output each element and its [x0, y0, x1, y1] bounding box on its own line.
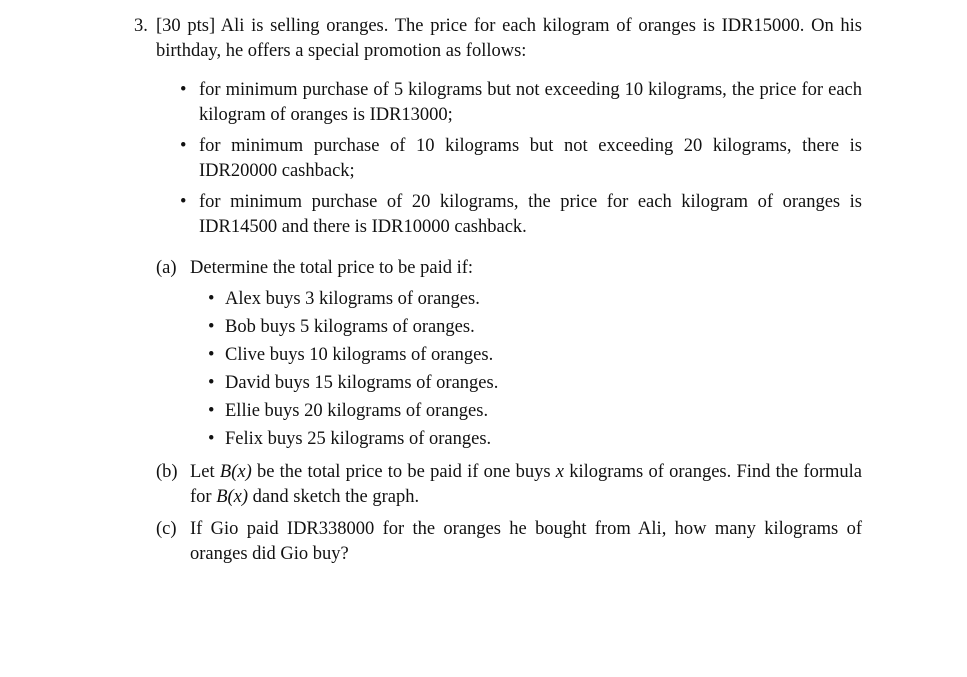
- purchase-text: Ellie buys 20 kilograms of oranges.: [225, 401, 489, 421]
- bullet-icon: •: [208, 345, 215, 365]
- purchase-text: David buys 15 kilograms of oranges.: [225, 373, 499, 393]
- part-a-text: Determine the total price to be paid if:: [190, 258, 474, 278]
- function-b-of-x: B(x): [216, 487, 249, 507]
- purchase-list: [208, 285, 862, 453]
- purchase-item: [208, 369, 862, 397]
- purchase-text: Bob buys 5 kilograms of oranges.: [225, 317, 475, 337]
- purchase-item: [208, 341, 862, 369]
- bullet-icon: •: [208, 289, 215, 309]
- promotion-text: for minimum purchase of 10 kilograms but not exceeding 20 kilograms, there is IDR20000 cashback;: [199, 136, 862, 181]
- purchase-text: Clive buys 10 kilograms of oranges.: [225, 345, 494, 365]
- bullet-icon: •: [208, 317, 215, 337]
- part-b: [156, 460, 862, 510]
- promotion-item: [180, 190, 862, 240]
- part-label: (c): [156, 519, 177, 539]
- part-label: (b): [156, 462, 178, 482]
- question-parts: [156, 256, 862, 567]
- bullet-icon: •: [208, 429, 215, 449]
- part-b-text-segment: dand sketch the graph.: [248, 487, 420, 507]
- variable-x: x: [555, 462, 564, 482]
- purchase-item: [208, 313, 862, 341]
- part-b-text-segment: kilograms of oranges. Find the formula for: [190, 462, 862, 507]
- part-label: (a): [156, 258, 177, 278]
- promotion-list: [180, 78, 862, 240]
- promotion-item: [180, 78, 862, 128]
- promotion-item: [180, 134, 862, 184]
- problem-number: 3.: [134, 16, 148, 36]
- purchase-item: [208, 397, 862, 425]
- bullet-icon: •: [180, 136, 187, 156]
- promotion-text: for minimum purchase of 5 kilograms but not exceeding 10 kilograms, the price for each kilogram of oranges is IDR13000;: [199, 80, 862, 125]
- promotion-text: for minimum purchase of 20 kilograms, the price for each kilogram of oranges is IDR14500 and there is IDR10000 cashback.: [199, 192, 862, 237]
- function-b-of-x: B(x): [219, 462, 252, 482]
- purchase-item: [208, 425, 862, 453]
- bullet-icon: •: [208, 401, 215, 421]
- part-a: [156, 256, 862, 453]
- part-c-text: If Gio paid IDR338000 for the oranges he bought from Ali, how many kilograms of oranges did Gio buy?: [190, 519, 862, 564]
- problem-3: [134, 14, 862, 574]
- purchase-text: Felix buys 25 kilograms of oranges.: [225, 429, 492, 449]
- part-b-text-segment: be the total price to be paid if one buys: [251, 462, 556, 482]
- part-b-text-segment: Let: [190, 462, 220, 482]
- part-c: [156, 517, 862, 567]
- purchase-item: [208, 285, 862, 313]
- problem-intro: [30 pts] Ali is selling oranges. The price for each kilogram of oranges is IDR15000. On his birthday, he offers a special promotion as follows:: [156, 16, 862, 61]
- bullet-icon: •: [208, 373, 215, 393]
- bullet-icon: •: [180, 80, 187, 100]
- bullet-icon: •: [180, 192, 187, 212]
- purchase-text: Alex buys 3 kilograms of oranges.: [225, 289, 480, 309]
- part-b-text: [190, 462, 862, 507]
